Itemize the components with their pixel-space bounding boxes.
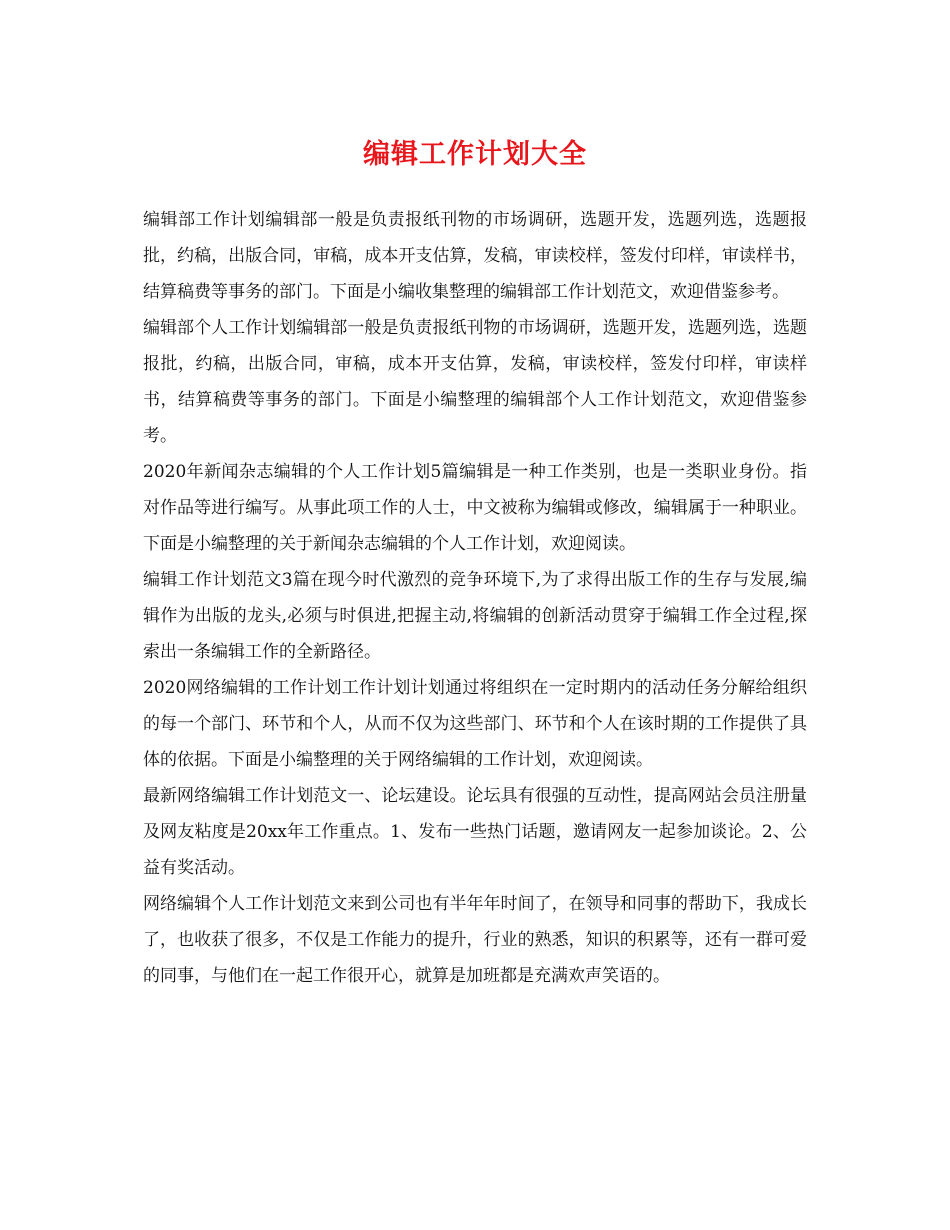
paragraph: 网络编辑个人工作计划范文来到公司也有半年年时间了，在领导和同事的帮助下，我成长了，也收获了很多，不仅是工作能力的提升，行业的熟悉，知识的积累等，还有一群可爱的同事，与他们在一起工作很开心，就算是加班都是充满欢声笑语的。 <box>143 894 807 986</box>
paragraph: 编辑部个人工作计划编辑部一般是负责报纸刊物的市场调研，选题开发，选题列选，选题报批，约稿，出版合同，审稿，成本开支估算，发稿，审读校样，签发付印样，审读样书，结算稿费等事务的部门。下面是小编整理的编辑部个人工作计划范文，欢迎借鉴参考。 <box>143 318 807 446</box>
paragraph: 2020网络编辑的工作计划工作计划计划通过将组织在一定时期内的活动任务分解给组织的每一个部门、环节和个人，从而不仅为这些部门、环节和个人在该时期的工作提供了具体的依据。下面是小编整理的关于网络编辑的工作计划，欢迎阅读。 <box>143 678 807 770</box>
paragraph: 编辑工作计划范文3篇在现今时代激烈的竞争环境下,为了求得出版工作的生存与发展,编辑作为出版的龙头,必须与时俱进,把握主动,将编辑的创新活动贯穿于编辑工作全过程,探索出一条编辑工作的全新路径。 <box>143 570 807 662</box>
document-body <box>143 202 807 994</box>
document-title: 编辑工作计划大全 <box>363 139 587 170</box>
paragraph: 2020年新闻杂志编辑的个人工作计划5篇编辑是一种工作类别，也是一类职业身份。指对作品等进行编写。从事此项工作的人士，中文被称为编辑或修改，编辑属于一种职业。下面是小编整理的关于新闻杂志编辑的个人工作计划，欢迎阅读。 <box>143 462 807 554</box>
paragraph: 最新网络编辑工作计划范文一、论坛建设。论坛具有很强的互动性，提高网站会员注册量及网友粘度是20xx年工作重点。1、发布一些热门话题，邀请网友一起参加谈论。2、公益有奖活动。 <box>143 786 807 878</box>
paragraph: 编辑部工作计划编辑部一般是负责报纸刊物的市场调研，选题开发，选题列选，选题报批，约稿，出版合同，审稿，成本开支估算，发稿，审读校样，签发付印样，审读样书，结算稿费等事务的部门。下面是小编收集整理的编辑部工作计划范文，欢迎借鉴参考。 <box>143 210 807 302</box>
